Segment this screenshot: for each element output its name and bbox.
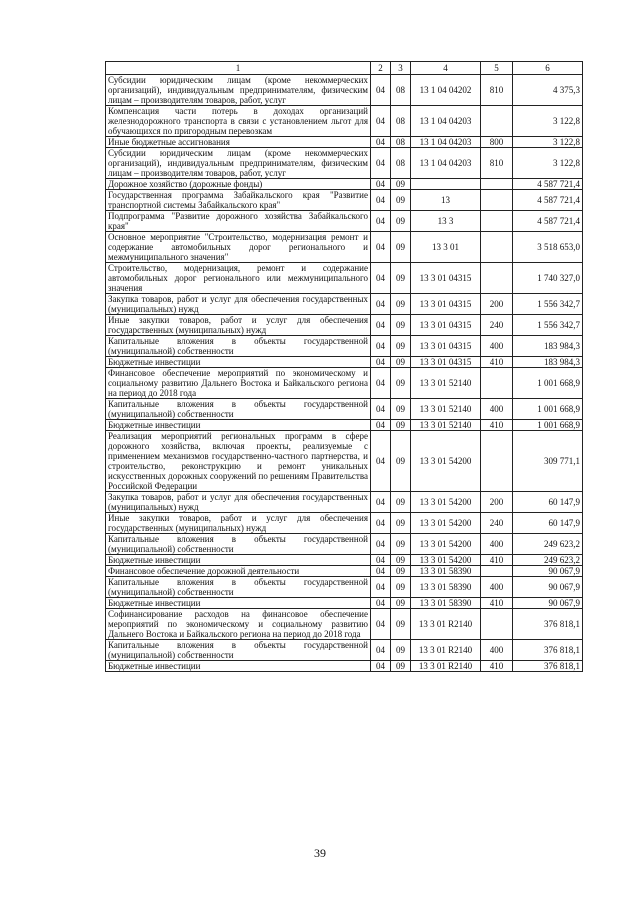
cell-target-article: 13 3 01 04315: [411, 294, 481, 315]
cell-amount: 309 771,1: [513, 431, 583, 492]
cell-target-article: 13 1 04 04203: [411, 148, 481, 179]
cell-subsection: 08: [391, 75, 411, 106]
cell-expense-type: 410: [481, 555, 513, 566]
cell-section: 04: [371, 640, 391, 661]
cell-expense-type: 410: [481, 598, 513, 609]
cell-target-article: 13 3 01 04315: [411, 357, 481, 368]
cell-amount: 4 587 721,4: [513, 179, 583, 190]
cell-target-article: 13 3 01 04315: [411, 263, 481, 294]
cell-name: Подпрограмма "Развитие дорожного хозяйства Забайкальского края": [106, 211, 371, 232]
cell-subsection: 09: [391, 555, 411, 566]
cell-name: Закупка товаров, работ и услуг для обеспечения государственных (муниципальных) нужд: [106, 492, 371, 513]
cell-name: Софинансирование расходов на финансовое обеспечение мероприятий по экономическому и социальному развитию Дальнего Востока и Байкальского региона на период до 2018 года: [106, 609, 371, 640]
cell-expense-type: 400: [481, 399, 513, 420]
cell-name: Компенсация части потерь в доходах организаций железнодорожного транспорта в связи с установлением льгот для обучающихся по пригородным перевозкам: [106, 106, 371, 137]
table-row: [106, 534, 583, 555]
cell-section: 04: [371, 137, 391, 148]
cell-name: Капитальные вложения в объекты государственной (муниципальной) собственности: [106, 534, 371, 555]
cell-section: 04: [371, 263, 391, 294]
cell-subsection: 08: [391, 137, 411, 148]
cell-subsection: 09: [391, 179, 411, 190]
cell-section: 04: [371, 179, 391, 190]
cell-subsection: 09: [391, 232, 411, 263]
cell-section: 04: [371, 190, 391, 211]
cell-name: Реализация мероприятий региональных программ в сфере дорожного хозяйства, включая проекты, реализуемые с применением механизмов государственно-частного партнерства, и строительство, реконструкцию и ремонт уникальных искусственных дорожных сооружений по решениям Правительства Российской Федерации: [106, 431, 371, 492]
col-header-name: 1: [106, 62, 371, 75]
cell-target-article: 13: [411, 190, 481, 211]
cell-target-article: 13 3 01 58390: [411, 577, 481, 598]
cell-subsection: 09: [391, 661, 411, 672]
cell-section: 04: [371, 609, 391, 640]
cell-amount: 3 122,8: [513, 137, 583, 148]
cell-subsection: 09: [391, 357, 411, 368]
cell-expense-type: [481, 263, 513, 294]
col-header-expense-type: 5: [481, 62, 513, 75]
table-row: [106, 399, 583, 420]
cell-subsection: 09: [391, 315, 411, 336]
cell-name: Иные закупки товаров, работ и услуг для обеспечения государственных (муниципальных) нужд: [106, 513, 371, 534]
table-row: [106, 75, 583, 106]
cell-target-article: 13 1 04 04202: [411, 75, 481, 106]
cell-expense-type: 800: [481, 137, 513, 148]
cell-amount: 90 067,9: [513, 566, 583, 577]
cell-subsection: 09: [391, 263, 411, 294]
cell-amount: 1 740 327,0: [513, 263, 583, 294]
cell-section: 04: [371, 492, 391, 513]
table-row: [106, 294, 583, 315]
cell-name: Субсидии юридическим лицам (кроме некоммерческих организаций), индивидуальным предпринимателям, физическим лицам – производителям товаров, работ, услуг: [106, 75, 371, 106]
table-row: [106, 336, 583, 357]
cell-section: 04: [371, 577, 391, 598]
table-row: [106, 566, 583, 577]
cell-name: Капитальные вложения в объекты государственной (муниципальной) собственности: [106, 399, 371, 420]
table-row: [106, 513, 583, 534]
cell-amount: 376 818,1: [513, 661, 583, 672]
cell-amount: 1 001 668,9: [513, 420, 583, 431]
cell-expense-type: 200: [481, 492, 513, 513]
cell-target-article: 13 3 01 54200: [411, 513, 481, 534]
table-row: [106, 368, 583, 399]
cell-expense-type: [481, 211, 513, 232]
cell-expense-type: 410: [481, 420, 513, 431]
cell-section: 04: [371, 357, 391, 368]
col-header-subsection: 3: [391, 62, 411, 75]
cell-expense-type: 410: [481, 357, 513, 368]
cell-expense-type: 200: [481, 294, 513, 315]
table-row: [106, 609, 583, 640]
cell-subsection: 09: [391, 336, 411, 357]
cell-name: Иные закупки товаров, работ и услуг для обеспечения государственных (муниципальных) нужд: [106, 315, 371, 336]
cell-name: Государственная программа Забайкальского края "Развитие транспортной системы Забайкальского края": [106, 190, 371, 211]
cell-amount: 249 623,2: [513, 534, 583, 555]
table-row: [106, 661, 583, 672]
cell-section: 04: [371, 368, 391, 399]
cell-expense-type: 400: [481, 640, 513, 661]
cell-expense-type: [481, 106, 513, 137]
cell-subsection: 09: [391, 399, 411, 420]
cell-target-article: 13 3 01 04315: [411, 336, 481, 357]
table-row: [106, 555, 583, 566]
table-row: [106, 577, 583, 598]
cell-name: Капитальные вложения в объекты государственной (муниципальной) собственности: [106, 640, 371, 661]
cell-expense-type: 240: [481, 513, 513, 534]
table-row: [106, 492, 583, 513]
table-row: [106, 431, 583, 492]
cell-subsection: 09: [391, 492, 411, 513]
cell-name: Основное мероприятие "Строительство, модернизация ремонт и содержание автомобильных дорог регионального и межмуниципального значения": [106, 232, 371, 263]
cell-name: Финансовое обеспечение мероприятий по экономическому и социальному развитию Дальнего Востока и Байкальского региона на период до 2018 года: [106, 368, 371, 399]
cell-expense-type: [481, 179, 513, 190]
cell-expense-type: [481, 609, 513, 640]
cell-target-article: 13 3 01 R2140: [411, 661, 481, 672]
cell-expense-type: 400: [481, 577, 513, 598]
cell-section: 04: [371, 75, 391, 106]
cell-target-article: 13 3 01 52140: [411, 399, 481, 420]
cell-section: 04: [371, 148, 391, 179]
cell-expense-type: [481, 566, 513, 577]
cell-expense-type: [481, 368, 513, 399]
cell-subsection: 09: [391, 566, 411, 577]
cell-target-article: 13 3 01 58390: [411, 566, 481, 577]
cell-subsection: 09: [391, 368, 411, 399]
cell-name: Иные бюджетные ассигнования: [106, 137, 371, 148]
cell-amount: 3 122,8: [513, 106, 583, 137]
cell-name: Капитальные вложения в объекты государственной (муниципальной) собственности: [106, 577, 371, 598]
header-row: [106, 62, 583, 75]
cell-expense-type: 410: [481, 661, 513, 672]
cell-subsection: 09: [391, 577, 411, 598]
cell-subsection: 09: [391, 609, 411, 640]
cell-target-article: 13 3 01 04315: [411, 315, 481, 336]
table-row: [106, 106, 583, 137]
cell-target-article: 13 3: [411, 211, 481, 232]
cell-amount: 183 984,3: [513, 336, 583, 357]
table-row: [106, 598, 583, 609]
col-header-section: 2: [371, 62, 391, 75]
cell-subsection: 09: [391, 598, 411, 609]
cell-expense-type: 240: [481, 315, 513, 336]
table-row: [106, 211, 583, 232]
cell-section: 04: [371, 294, 391, 315]
cell-name: Финансовое обеспечение дорожной деятельности: [106, 566, 371, 577]
cell-name: Бюджетные инвестиции: [106, 357, 371, 368]
cell-subsection: 09: [391, 211, 411, 232]
col-header-amount: 6: [513, 62, 583, 75]
cell-amount: 249 623,2: [513, 555, 583, 566]
cell-amount: 1 001 668,9: [513, 399, 583, 420]
cell-expense-type: [481, 232, 513, 263]
cell-target-article: 13 1 04 04203: [411, 137, 481, 148]
table-row: [106, 315, 583, 336]
table-body: [106, 75, 583, 672]
cell-expense-type: [481, 431, 513, 492]
cell-expense-type: 810: [481, 75, 513, 106]
cell-target-article: 13 3 01 52140: [411, 368, 481, 399]
cell-expense-type: [481, 190, 513, 211]
cell-subsection: 09: [391, 534, 411, 555]
cell-amount: 3 122,8: [513, 148, 583, 179]
cell-amount: 183 984,3: [513, 357, 583, 368]
cell-section: 04: [371, 420, 391, 431]
cell-name: Бюджетные инвестиции: [106, 598, 371, 609]
cell-subsection: 09: [391, 431, 411, 492]
cell-name: Строительство, модернизация, ремонт и содержание автомобильных дорог регионального или межмуниципального значения: [106, 263, 371, 294]
cell-amount: 4 375,3: [513, 75, 583, 106]
cell-subsection: 09: [391, 420, 411, 431]
cell-subsection: 08: [391, 148, 411, 179]
table-row: [106, 190, 583, 211]
page-number: 39: [314, 846, 326, 860]
table-row: [106, 420, 583, 431]
cell-name: Бюджетные инвестиции: [106, 555, 371, 566]
cell-amount: 1 556 342,7: [513, 315, 583, 336]
cell-name: Дорожное хозяйство (дорожные фонды): [106, 179, 371, 190]
cell-section: 04: [371, 336, 391, 357]
cell-section: 04: [371, 232, 391, 263]
cell-section: 04: [371, 431, 391, 492]
cell-expense-type: 400: [481, 336, 513, 357]
table-row: [106, 640, 583, 661]
cell-amount: 4 587 721,4: [513, 190, 583, 211]
cell-subsection: 09: [391, 640, 411, 661]
cell-section: 04: [371, 513, 391, 534]
cell-section: 04: [371, 566, 391, 577]
cell-amount: 1 556 342,7: [513, 294, 583, 315]
cell-section: 04: [371, 106, 391, 137]
cell-amount: 376 818,1: [513, 640, 583, 661]
cell-section: 04: [371, 598, 391, 609]
cell-target-article: 13 1 04 04203: [411, 106, 481, 137]
cell-name: Закупка товаров, работ и услуг для обеспечения государственных (муниципальных) нужд: [106, 294, 371, 315]
cell-section: 04: [371, 399, 391, 420]
cell-target-article: 13 3 01: [411, 232, 481, 263]
cell-amount: 3 518 653,0: [513, 232, 583, 263]
cell-name: Бюджетные инвестиции: [106, 420, 371, 431]
table-row: [106, 148, 583, 179]
cell-target-article: 13 3 01 54200: [411, 431, 481, 492]
cell-section: 04: [371, 661, 391, 672]
cell-amount: 90 067,9: [513, 577, 583, 598]
table-row: [106, 357, 583, 368]
cell-section: 04: [371, 315, 391, 336]
cell-target-article: 13 3 01 R2140: [411, 640, 481, 661]
cell-expense-type: 810: [481, 148, 513, 179]
cell-target-article: 13 3 01 58390: [411, 598, 481, 609]
cell-amount: 60 147,9: [513, 513, 583, 534]
cell-target-article: 13 3 01 R2140: [411, 609, 481, 640]
cell-target-article: [411, 179, 481, 190]
cell-amount: 60 147,9: [513, 492, 583, 513]
cell-subsection: 08: [391, 106, 411, 137]
cell-section: 04: [371, 534, 391, 555]
cell-expense-type: 400: [481, 534, 513, 555]
table-row: [106, 263, 583, 294]
table-row: [106, 137, 583, 148]
cell-subsection: 09: [391, 294, 411, 315]
cell-section: 04: [371, 211, 391, 232]
cell-amount: 90 067,9: [513, 598, 583, 609]
cell-subsection: 09: [391, 513, 411, 534]
cell-amount: 376 818,1: [513, 609, 583, 640]
cell-target-article: 13 3 01 54200: [411, 492, 481, 513]
budget-table: [105, 61, 583, 672]
table-row: [106, 179, 583, 190]
table-row: [106, 232, 583, 263]
cell-name: Капитальные вложения в объекты государственной (муниципальной) собственности: [106, 336, 371, 357]
cell-target-article: 13 3 01 54200: [411, 534, 481, 555]
cell-subsection: 09: [391, 190, 411, 211]
col-header-target-article: 4: [411, 62, 481, 75]
cell-section: 04: [371, 555, 391, 566]
cell-name: Субсидии юридическим лицам (кроме некоммерческих организаций), индивидуальным предпринимателям, физическим лицам – производителям товаров, работ, услуг: [106, 148, 371, 179]
cell-target-article: 13 3 01 52140: [411, 420, 481, 431]
cell-target-article: 13 3 01 54200: [411, 555, 481, 566]
cell-amount: 4 587 721,4: [513, 211, 583, 232]
cell-name: Бюджетные инвестиции: [106, 661, 371, 672]
cell-amount: 1 001 668,9: [513, 368, 583, 399]
